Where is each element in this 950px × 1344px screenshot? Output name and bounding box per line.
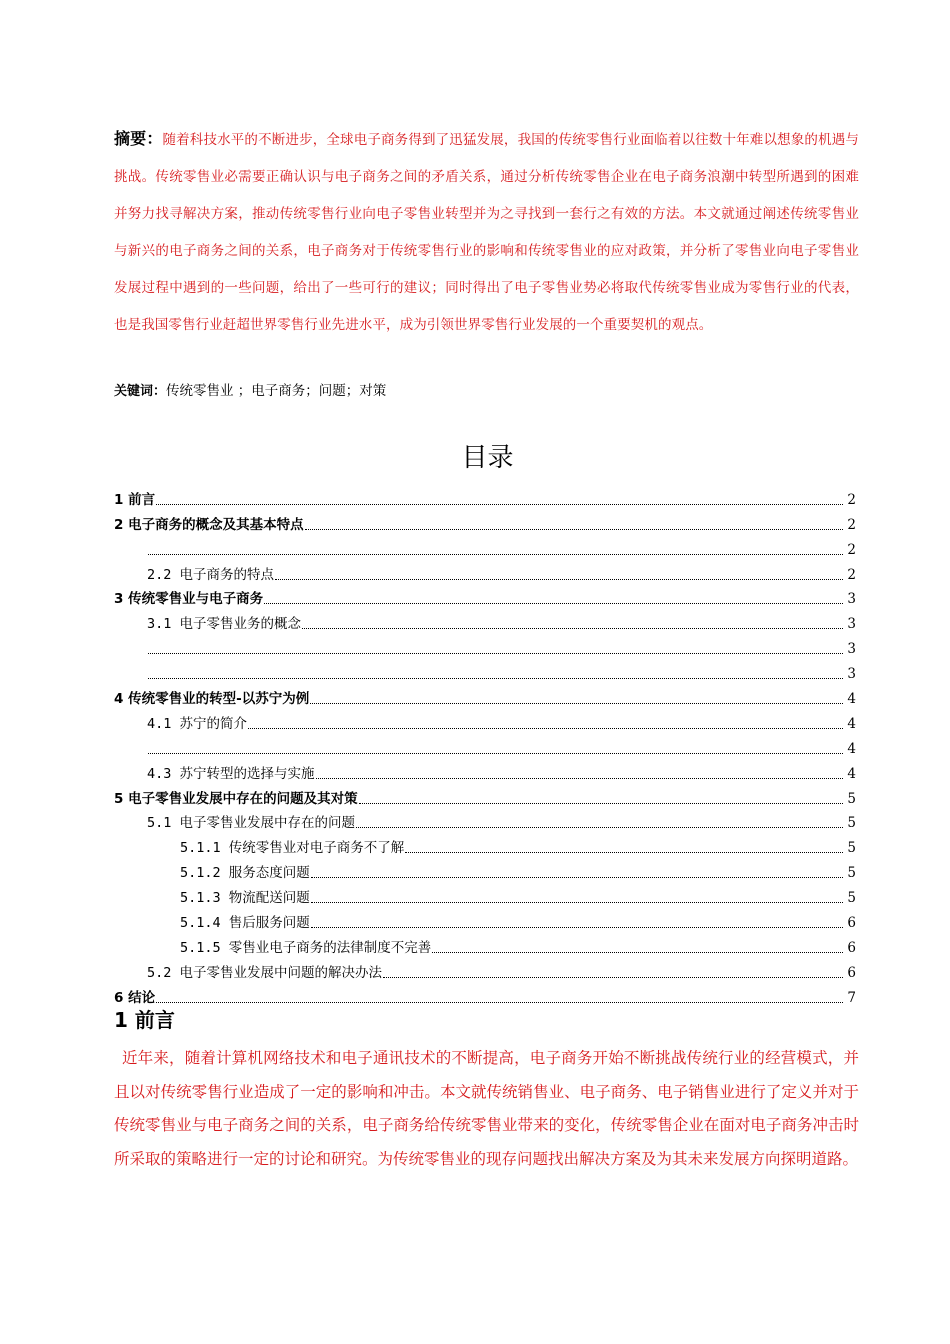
- toc-entry-title: 5 电子零售业发展中存在的问题及其对策: [114, 790, 358, 807]
- toc-entry-page: 5: [847, 790, 856, 807]
- toc-entry-title: 2.2 电子商务的特点: [147, 566, 275, 583]
- toc-entry-page: 6: [847, 915, 856, 932]
- toc-entry[interactable]: [114, 958, 856, 983]
- toc-dot-leader: [311, 927, 844, 928]
- toc-dot-leader: [156, 504, 843, 505]
- toc-dot-leader: [275, 579, 843, 580]
- toc-entry[interactable]: [114, 684, 856, 709]
- toc-dot-leader: [264, 603, 843, 604]
- toc-entry[interactable]: [114, 709, 856, 734]
- toc-entry[interactable]: [114, 659, 856, 684]
- toc-entry[interactable]: [114, 634, 856, 659]
- toc-entry-page: 4: [847, 691, 856, 708]
- toc-entry-title: 5.1.3 物流配送问题: [180, 890, 310, 907]
- toc-entry[interactable]: [114, 908, 856, 933]
- toc-entry-page: 3: [847, 591, 856, 608]
- toc-entry-page: 6: [847, 964, 856, 981]
- toc-entry-title: 5.1 电子零售业发展中存在的问题: [147, 815, 356, 832]
- toc-entry-page: 6: [847, 939, 856, 956]
- toc-dot-leader: [248, 728, 843, 729]
- toc-entry-page: 2: [847, 516, 856, 533]
- toc-entry-title: 5.1.4 售后服务问题: [180, 915, 310, 932]
- toc-dot-leader: [432, 952, 843, 953]
- toc-entry[interactable]: [114, 833, 856, 858]
- toc-entry-title: 3.1 电子零售业务的概念: [147, 616, 302, 633]
- toc-entry[interactable]: [114, 784, 856, 809]
- toc-entry[interactable]: [114, 560, 856, 585]
- toc-entry[interactable]: [114, 933, 856, 958]
- toc-entry-title: 4.1 苏宁的简介: [147, 715, 248, 732]
- toc-entry-page: 4: [847, 715, 856, 732]
- toc-entry-page: 4: [847, 740, 856, 757]
- abstract-label: 摘要：: [114, 129, 163, 148]
- toc-entry-page: 5: [847, 890, 856, 907]
- toc-entry-page: 5: [847, 840, 856, 857]
- toc-entry-title: 4.3 苏宁转型的选择与实施: [147, 765, 315, 782]
- keywords: [114, 380, 386, 403]
- toc-dot-leader: [148, 653, 843, 654]
- toc-entry-title: 1 前言: [114, 491, 156, 508]
- toc-entry-page: 2: [847, 491, 856, 508]
- toc-entry[interactable]: [114, 485, 856, 510]
- toc-entry[interactable]: [114, 883, 856, 908]
- toc-entry[interactable]: [114, 510, 856, 535]
- toc-entry[interactable]: [114, 759, 856, 784]
- toc-entry-page: 3: [847, 641, 856, 658]
- keywords-text: 传统零售业 ；电子商务；问题；对策: [166, 383, 387, 399]
- toc-entry-page: 2: [847, 541, 856, 558]
- toc-entry-title: 5.1.1 传统零售业对电子商务不了解: [180, 840, 405, 857]
- toc-dot-leader: [405, 852, 843, 853]
- toc-entry[interactable]: [114, 809, 856, 834]
- toc-entry-page: 2: [847, 566, 856, 583]
- toc-dot-leader: [311, 902, 844, 903]
- toc-entry-title: 5.1.5 零售业电子商务的法律制度不完善: [180, 939, 432, 956]
- toc-entry[interactable]: [114, 535, 856, 560]
- toc-entry-title: 5.2 电子零售业发展中问题的解决办法: [147, 964, 383, 981]
- toc-dot-leader: [156, 1002, 843, 1003]
- abstract: [114, 120, 859, 344]
- toc-dot-leader: [148, 753, 843, 754]
- toc-entry-title: 2 电子商务的概念及其基本特点: [114, 516, 304, 533]
- toc-entry-page: 3: [847, 616, 856, 633]
- abstract-text: 随着科技水平的不断进步，全球电子商务得到了迅猛发展，我国的传统零售行业面临着以往数十年难以想象的机遇与挑战。传统零售业必需要正确认识与电子商务之间的矛盾关系，通过分析传统零售企业在电子商务浪潮中转型所遇到的困难并努力找寻解决方案，推动传统零售行业向电子零售业转型并为之寻找到一套行之有效的方法。本文就通过阐述传统零售业与新兴的电子商务之间的关系，电子商务对于传统零售行业的影响和传统零售业的应对政策，并分析了零售业向电子零售业发展过程中遇到的一些问题，给出了一些可行的建议；同时得出了电子零售业势必将取代传统零售业成为零售行业的代表，也是我国零售行业赶超世界零售行业先进水平，成为引领世界零售行业发展的一个重要契机的观点。: [114, 132, 859, 333]
- toc-dot-leader: [302, 628, 843, 629]
- toc-dot-leader: [305, 529, 844, 530]
- toc-entry[interactable]: [114, 609, 856, 634]
- toc-entry-title: 5.1.2 服务态度问题: [180, 865, 310, 882]
- keywords-label: 关键词：: [114, 384, 167, 399]
- toc-dot-leader: [383, 977, 843, 978]
- toc-entry-page: 4: [847, 765, 856, 782]
- toc-entry-page: 3: [847, 666, 856, 683]
- toc-dot-leader: [316, 778, 844, 779]
- toc-dot-leader: [311, 877, 844, 878]
- section-heading: 1 前言: [114, 1008, 175, 1032]
- toc-dot-leader: [356, 827, 843, 828]
- toc-dot-leader: [148, 554, 843, 555]
- toc-entry-title: 6 结论: [114, 989, 156, 1006]
- toc-entry[interactable]: [114, 983, 856, 1008]
- toc-dot-leader: [148, 678, 843, 679]
- toc-entry[interactable]: [114, 585, 856, 610]
- toc-entry-page: 5: [847, 815, 856, 832]
- section-body: 近年来，随着计算机网络技术和电子通讯技术的不断提高，电子商务开始不断挑战传统行业的经营模式，并且以对传统零售行业造成了一定的影响和冲击。本文就传统销售业、电子商务、电子销售业进行了定义并对于传统零售业与电子商务之间的关系，电子商务给传统零售业带来的变化，传统零售企业在面对电子商务冲击时所采取的策略进行一定的讨论和研究。为传统零售业的现存问题找出解决方案及为其未来发展方向探明道路。: [114, 1049, 859, 1168]
- toc-entry[interactable]: [114, 858, 856, 883]
- toc-entry-page: 7: [847, 989, 856, 1006]
- toc-title: 目录: [461, 443, 514, 473]
- toc-dot-leader: [310, 703, 843, 704]
- toc-entry-title: 3 传统零售业与电子商务: [114, 591, 264, 608]
- toc-dot-leader: [359, 803, 844, 804]
- table-of-contents: [114, 485, 856, 1008]
- toc-entry[interactable]: [114, 734, 856, 759]
- toc-entry-page: 5: [847, 865, 856, 882]
- toc-entry-title: 4 传统零售业的转型-以苏宁为例: [114, 691, 310, 708]
